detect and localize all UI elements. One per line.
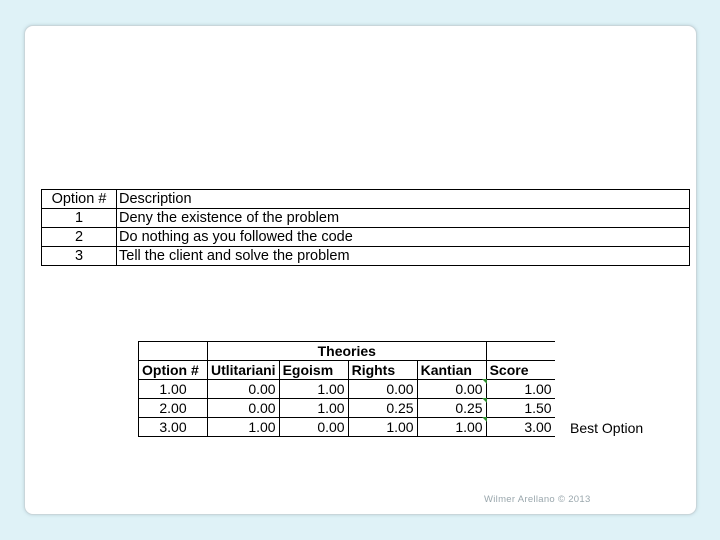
header-score: Score — [486, 361, 555, 380]
cell-egoism: 1.00 — [279, 399, 348, 418]
table-row — [139, 380, 555, 399]
header-egoism: Egoism — [279, 361, 348, 380]
option-description: Deny the existence of the problem — [117, 209, 690, 228]
option-description: Do nothing as you followed the code — [117, 228, 690, 247]
empty-cell — [486, 342, 555, 361]
cell-kantian: 0.25 — [417, 399, 486, 418]
table-row — [42, 228, 690, 247]
cell-rights: 1.00 — [348, 418, 417, 437]
option-number: 1 — [42, 209, 117, 228]
best-option-label: Best Option — [570, 420, 644, 436]
footer-credit: Wilmer Arellano © 2013 — [484, 494, 591, 505]
table-row — [42, 247, 690, 266]
cell-score: 1.50 — [486, 399, 555, 418]
option-number: 3 — [42, 247, 117, 266]
theories-title: Theories — [208, 342, 487, 361]
cell-option: 3.00 — [139, 418, 208, 437]
cell-option: 2.00 — [139, 399, 208, 418]
options-table — [41, 189, 690, 266]
cell-utilitarian: 1.00 — [208, 418, 280, 437]
cell-option: 1.00 — [139, 380, 208, 399]
header-option-number: Option # — [42, 190, 117, 209]
theories-title-row — [139, 342, 555, 361]
table-row — [139, 399, 555, 418]
cell-kantian: 1.00 — [417, 418, 486, 437]
cell-kantian: 0.00 — [417, 380, 486, 399]
cell-score: 1.00 — [486, 380, 555, 399]
cell-egoism: 0.00 — [279, 418, 348, 437]
option-number: 2 — [42, 228, 117, 247]
option-description: Tell the client and solve the problem — [117, 247, 690, 266]
cell-rights: 0.25 — [348, 399, 417, 418]
table-header-row — [42, 190, 690, 209]
header-description: Description — [117, 190, 690, 209]
table-row — [42, 209, 690, 228]
header-rights: Rights — [348, 361, 417, 380]
header-utilitarian: Utlitariani — [208, 361, 280, 380]
theories-table — [138, 341, 555, 437]
cell-score: 3.00 — [486, 418, 555, 437]
empty-cell — [139, 342, 208, 361]
cell-egoism: 1.00 — [279, 380, 348, 399]
slide — [24, 25, 697, 515]
cell-rights: 0.00 — [348, 380, 417, 399]
theories-header-row — [139, 361, 555, 380]
cell-utilitarian: 0.00 — [208, 399, 280, 418]
header-option: Option # — [139, 361, 208, 380]
cell-utilitarian: 0.00 — [208, 380, 280, 399]
table-row — [139, 418, 555, 437]
header-kantian: Kantian — [417, 361, 486, 380]
